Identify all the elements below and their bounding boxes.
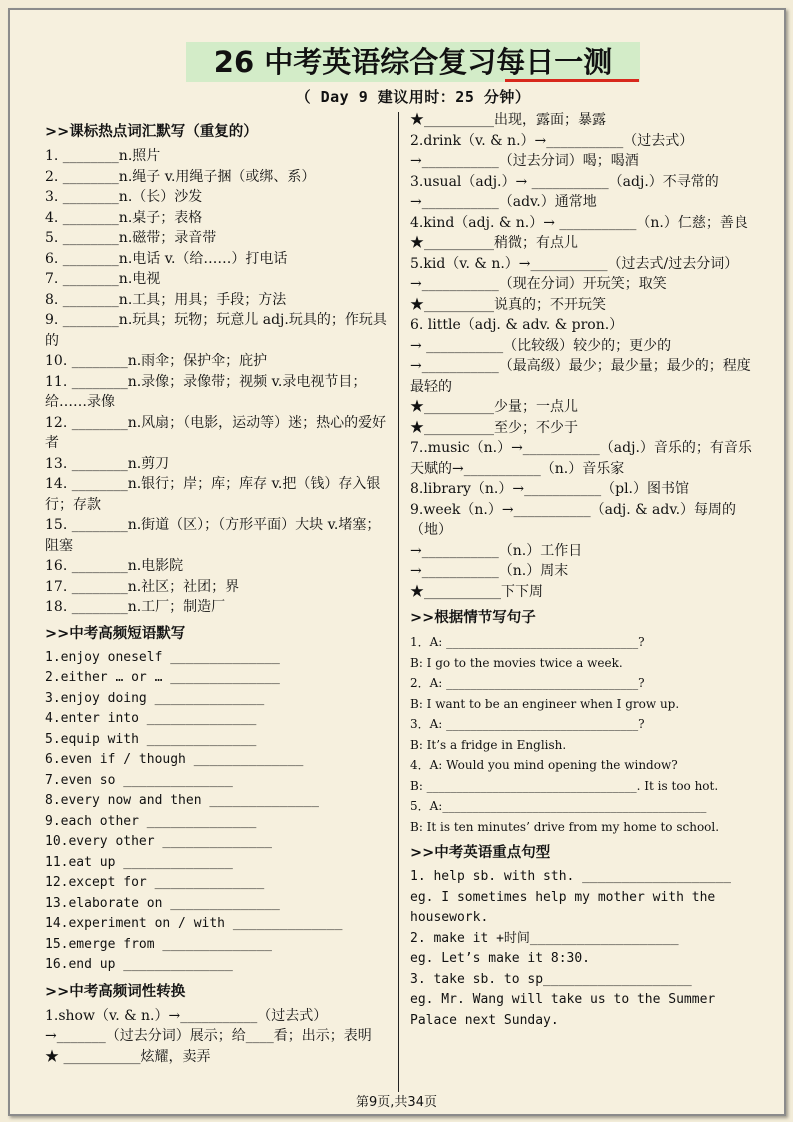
list-item: ★___________下下周 [410,583,543,600]
list-item: 3.enjoy doing ______________ [45,690,265,706]
list-item: 2. ________n.绳子 v.用绳子捆（或绑、系） [45,168,316,185]
list-item: 1.show（v. & n.）→___________（过去式） [45,1007,328,1024]
list-item: 11.eat up ______________ [45,854,233,870]
list-item: 7. ________n.电视 [45,271,161,287]
list-item: 9. ________n.玩具；玩物；玩意儿 adj.玩具的；作玩具的 [45,312,387,349]
list-item: 6. little（adj. & adv. & pron.） [410,317,624,333]
list-item: 2.drink（v. & n.）→___________（过去式） [410,132,694,149]
list-item: 14. ________n.银行；岸；库；库存 v.把（钱）存入银行；存款 [45,476,381,513]
list-item: 4.kind（adj. & n.）→ ___________（n.）仁慈；善良 [410,214,748,231]
list-item: 5. ________n.磁带；录音带 [45,230,217,246]
list-item: 10.every other ______________ [45,834,272,849]
list-item: 8.every now and then ______________ [45,793,319,808]
list-item: 3. take sb. to sp___________________ [410,971,692,987]
list-item: 3.usual（adj.）→ ___________（adj.）不寻常的→___________（adv.）通常地 [410,173,719,210]
list-item: 1. ________n.照片 [45,148,161,164]
list-item: 9.week（n.）→___________（adj. & adv.）每周的（地） [410,501,737,538]
list-item: →___________（n.）工作日 [410,542,583,559]
list-item: B: It is ten minutes’ drive from my home to school. [410,819,720,834]
section-heading-dialogues: >>根据情节写句子 [410,610,536,626]
list-item: 16. ________n.电影院 [45,558,184,574]
list-item: 5．A:____________________________________________ [410,799,707,813]
list-item: →___________（最高级）最少；最少量；最少的；程度最轻的 [410,358,751,395]
left-column [45,118,390,1067]
list-item: 7..music（n.）→___________（adj.）音乐的；有音乐天赋的→___________（n.）音乐家 [410,440,752,477]
word-form-list-continued [410,110,755,602]
section-heading-sentence-patterns: >>中考英语重点句型 [410,845,551,861]
list-item: 14.experiment on / with ______________ [45,916,343,931]
list-item: 12.except for ______________ [45,875,265,890]
page-footer: 第9页,共34页 [356,1095,437,1110]
list-item: B: It’s a fridge in English. [410,737,567,752]
list-item: 7.even so ______________ [45,772,233,788]
title-underline [505,79,639,82]
list-item: 16.end up ______________ [45,957,233,972]
list-item: 4．A: Would you mind opening the window? [410,758,678,772]
list-item: ★__________说真的；不开玩笑 [410,296,606,313]
page-subtitle: （ Day 9 建议用时：25 分钟） [295,88,531,106]
list-item: 1．A: ________________________________? [410,635,645,649]
list-item: 12. ________n.风扇；（电影，运动等）迷；热心的爱好者 [45,414,387,451]
list-item: 2. make it +时间___________________ [410,930,679,946]
list-item: eg. I sometimes help my mother with the housework. [410,889,716,925]
page-title: 26 中考英语综合复习每日一测 [213,45,613,79]
list-item: ★ ___________炫耀，卖弄 [45,1048,211,1065]
list-item: 4. ________n.桌子；表格 [45,209,203,226]
list-item: ★__________少量；一点儿 [410,399,578,415]
list-item: 15. ________n.街道（区）；（方形平面）大块 v.堵塞；阻塞 [45,517,381,554]
list-item: 11. ________n.录像；录像带；视频 v.录电视节目；给……录像 [45,373,367,410]
list-item: eg. Mr. Wang will take us to the Summer Palace next Sunday. [410,992,716,1028]
list-item: 13.elaborate on ______________ [45,895,280,911]
dialogue-list [410,632,755,837]
list-item: 15.emerge from ______________ [45,936,272,952]
list-item: →_______（过去分词）展示；给____看；出示；表明 [45,1028,372,1044]
list-item: 2.either … or … ______________ [45,670,280,685]
list-item: → ___________（比较级）较少的；更少的 [410,337,672,354]
phrase-list [45,648,390,976]
list-item: 1.enjoy oneself ______________ [45,649,280,665]
list-item: →___________（现在分词）开玩笑；取笑 [410,276,667,292]
column-divider [398,112,399,1092]
list-item: 17. ________n.社区；社团；界 [45,578,240,595]
list-item: →___________（n.）周末 [410,563,569,579]
list-item: 3. ________n.（长）沙发 [45,189,203,205]
list-item: ★__________出现，露面；暴露 [410,112,606,128]
list-item: 8.library（n.）→___________（pl.）图书馆 [410,481,690,497]
list-item: B: I want to be an engineer when I grow up. [410,696,680,711]
section-heading-vocab: >>课标热点词汇默写（重复的） [45,124,258,140]
list-item: 4.enter into ______________ [45,711,257,726]
list-item: 10. ________n.雨伞；保护伞；庇护 [45,353,268,369]
list-item: 1. help sb. with sth. ___________________ [410,869,731,884]
list-item: 18. ________n.工厂；制造厂 [45,599,226,615]
list-item: ★__________至少；不少于 [410,419,578,436]
list-item: 6. ________n.电话 v.（给……）打电话 [45,250,288,267]
right-column [410,110,755,1031]
list-item: B: ___________________________________. It is too hot. [410,778,719,793]
list-item: 2．A: ________________________________? [410,676,645,690]
section-heading-word-forms: >>中考高频词性转换 [45,983,186,1000]
word-form-list [45,1006,390,1068]
list-item: 8. ________n.工具；用具；手段；方法 [45,291,287,308]
vocab-list [45,146,390,618]
list-item: eg. Let’s make it 8:30. [410,951,591,966]
section-heading-phrases: >>中考高频短语默写 [45,625,186,642]
sentence-pattern-list [410,867,755,1031]
list-item: 9.each other ______________ [45,813,257,829]
list-item: 13. ________n.剪刀 [45,455,170,472]
list-item: 5.kid（v. & n.）→___________（过去式/过去分词） [410,255,739,272]
list-item: 6.even if / though ______________ [45,752,304,767]
list-item: ★__________稍微；有点儿 [410,235,578,251]
list-item: →___________（过去分词）喝；喝酒 [410,153,639,169]
list-item: 3．A: ________________________________? [410,717,645,731]
list-item: B: I go to the movies twice a week. [410,655,623,670]
list-item: 5.equip with ______________ [45,731,257,747]
